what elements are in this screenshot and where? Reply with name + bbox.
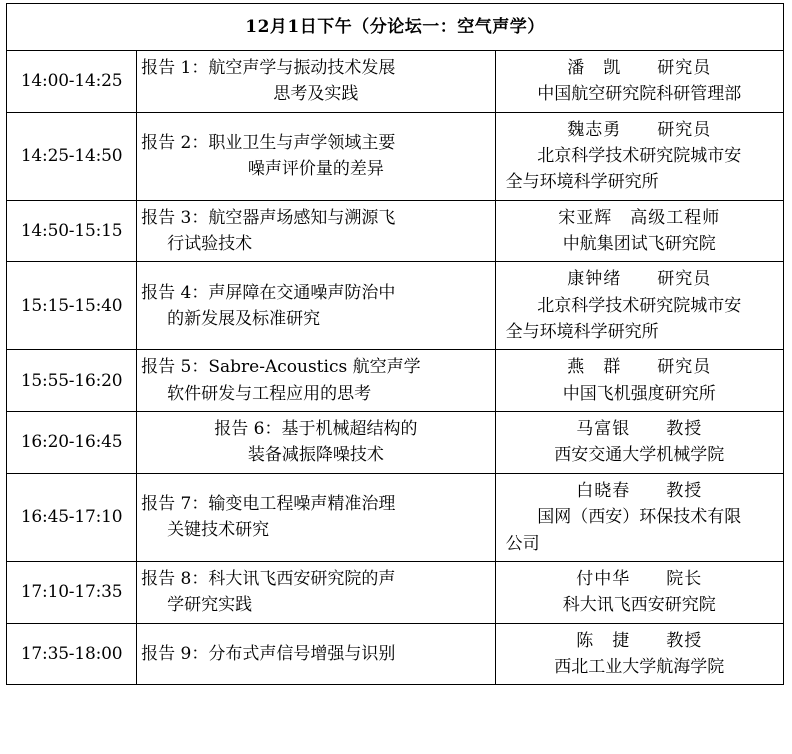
topic-line: 行试验技术 xyxy=(167,234,253,255)
session-speaker xyxy=(495,112,783,200)
session-time: 17:10-17:35 xyxy=(7,561,137,623)
speaker-affiliation: 科大讯飞西安研究院 xyxy=(562,595,716,616)
topic-line: 报告 4：声屏障在交通噪声防治中 xyxy=(141,282,396,303)
table-row xyxy=(7,350,784,412)
topic-line: 报告 3：航空器声场感知与溯源飞 xyxy=(141,207,396,228)
table-title-row xyxy=(7,4,784,51)
speaker-name: 陈 捷 教授 xyxy=(576,630,703,651)
speaker-affiliation: 全与环境科学研究所 xyxy=(505,322,659,343)
speaker-affiliation: 北京科学技术研究院城市安 xyxy=(537,295,742,316)
speaker-affiliation: 公司 xyxy=(505,533,540,554)
table-row xyxy=(7,412,784,474)
session-topic xyxy=(137,112,495,200)
topic-line: 装备减振降噪技术 xyxy=(247,445,384,466)
session-topic xyxy=(137,200,495,262)
session-speaker xyxy=(495,350,783,412)
table-row xyxy=(7,561,784,623)
session-time: 16:45-17:10 xyxy=(7,473,137,561)
speaker-affiliation: 北京科学技术研究院城市安 xyxy=(537,146,742,167)
speaker-affiliation: 国网（西安）环保技术有限 xyxy=(537,507,742,528)
session-time: 14:50-15:15 xyxy=(7,200,137,262)
session-topic xyxy=(137,350,495,412)
speaker-name: 魏志勇 研究员 xyxy=(567,119,712,140)
topic-line: 噪声评价量的差异 xyxy=(247,159,384,180)
session-speaker xyxy=(495,561,783,623)
session-speaker xyxy=(495,200,783,262)
session-time: 14:00-14:25 xyxy=(7,51,137,113)
session-speaker xyxy=(495,473,783,561)
table-row xyxy=(7,200,784,262)
session-time: 17:35-18:00 xyxy=(7,623,137,685)
session-speaker xyxy=(495,412,783,474)
speaker-name: 燕 群 研究员 xyxy=(567,357,712,378)
speaker-name: 马富银 教授 xyxy=(576,419,703,440)
topic-line: 软件研发与工程应用的思考 xyxy=(167,383,372,404)
table-row xyxy=(7,473,784,561)
schedule-table-body xyxy=(7,4,784,685)
table-row xyxy=(7,623,784,685)
topic-line: 报告 8：科大讯飞西安研究院的声 xyxy=(141,568,396,589)
speaker-affiliation: 全与环境科学研究所 xyxy=(505,172,659,193)
topic-line: 关键技术研究 xyxy=(167,520,270,541)
speaker-affiliation: 西北工业大学航海学院 xyxy=(554,656,725,677)
table-row xyxy=(7,112,784,200)
topic-line: 思考及实践 xyxy=(273,84,359,105)
topic-line: 报告 2：职业卫生与声学领域主要 xyxy=(141,132,396,153)
speaker-affiliation: 中国飞机强度研究所 xyxy=(562,383,716,404)
page-title: 12月1日下午（分论坛一：空气声学） xyxy=(7,4,784,51)
document-page xyxy=(0,3,792,754)
session-speaker xyxy=(495,51,783,113)
topic-line: 报告 6：基于机械超结构的 xyxy=(214,419,418,440)
schedule-table xyxy=(6,3,784,685)
topic-line: 报告 1：航空声学与振动技术发展 xyxy=(141,58,396,78)
session-speaker xyxy=(495,623,783,685)
session-topic xyxy=(137,51,495,113)
session-topic xyxy=(137,412,495,474)
speaker-name: 白晓春 教授 xyxy=(576,480,703,501)
session-speaker xyxy=(495,262,783,350)
session-topic xyxy=(137,262,495,350)
session-time: 14:25-14:50 xyxy=(7,112,137,200)
speaker-name: 潘 凯 研究员 xyxy=(567,58,712,78)
session-topic xyxy=(137,623,495,685)
session-time: 15:15-15:40 xyxy=(7,262,137,350)
speaker-name: 康钟绪 研究员 xyxy=(567,269,712,290)
topic-line: 的新发展及标准研究 xyxy=(167,308,321,329)
session-time: 15:55-16:20 xyxy=(7,350,137,412)
table-row xyxy=(7,51,784,113)
session-topic xyxy=(137,561,495,623)
topic-line: 报告 7：输变电工程噪声精准治理 xyxy=(141,493,396,514)
session-time: 16:20-16:45 xyxy=(7,412,137,474)
topic-line: 报告 9：分布式声信号增强与识别 xyxy=(141,643,396,664)
table-row xyxy=(7,262,784,350)
topic-line: 报告 5：Sabre-Acoustics 航空声学 xyxy=(141,357,421,378)
speaker-affiliation: 中航集团试飞研究院 xyxy=(562,234,716,255)
speaker-name: 付中华 院长 xyxy=(576,568,703,589)
topic-line: 学研究实践 xyxy=(167,595,253,616)
speaker-affiliation: 西安交通大学机械学院 xyxy=(554,445,725,466)
speaker-name: 宋亚辉 高级工程师 xyxy=(558,207,721,228)
speaker-affiliation: 中国航空研究院科研管理部 xyxy=(537,84,742,105)
session-topic xyxy=(137,473,495,561)
